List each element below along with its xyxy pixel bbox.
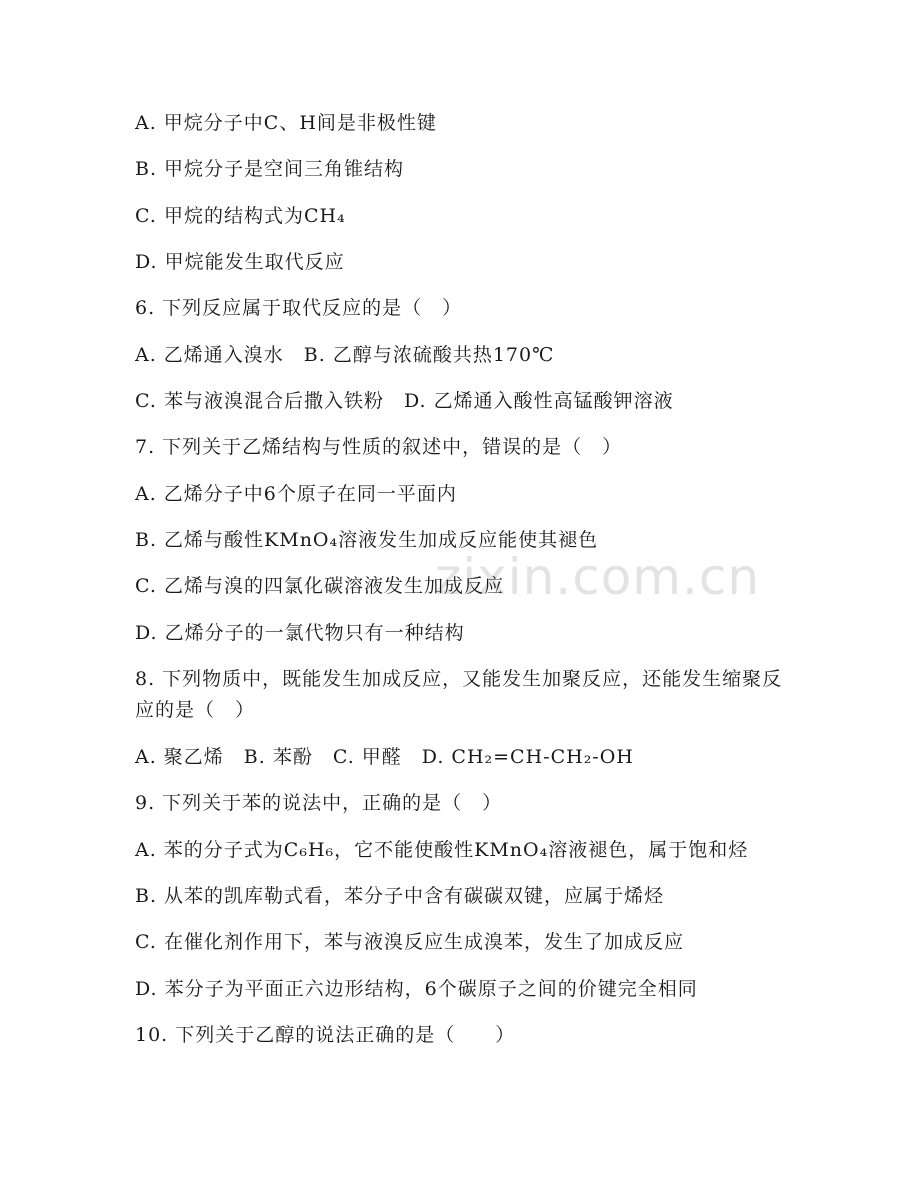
option-7d: D. 乙烯分子的一氯代物只有一种结构 xyxy=(135,622,465,644)
option-9a: A. 苯的分子式为C₆H₆，它不能使酸性KMnO₄溶液褪色，属于饱和烃 xyxy=(135,839,749,861)
option-5c: C. 甲烷的结构式为CH₄ xyxy=(135,205,346,227)
option-9d: D. 苯分子为平面正六边形结构，6个碳原子之间的价键完全相同 xyxy=(135,978,698,1000)
question-10: 10. 下列关于乙醇的说法正确的是（ ） xyxy=(135,1024,516,1046)
question-7: 7. 下列关于乙烯结构与性质的叙述中，错误的是（ ） xyxy=(135,436,623,458)
question-6: 6. 下列反应属于取代反应的是（ ） xyxy=(135,297,463,319)
question-8: 8. 下列物质中，既能发生加成反应，又能发生加聚反应，还能发生缩聚反应的是（ ） xyxy=(135,668,783,721)
question-9: 9. 下列关于苯的说法中，正确的是（ ） xyxy=(135,792,503,814)
option-5a: A. 甲烷分子中C、H间是非极性键 xyxy=(135,112,437,134)
options-8: A. 聚乙烯 B. 苯酚 C. 甲醛 D. CH₂=CH-CH₂-OH xyxy=(135,746,634,768)
option-5d: D. 甲烷能发生取代反应 xyxy=(135,251,345,273)
option-5b: B. 甲烷分子是空间三角锥结构 xyxy=(135,158,405,180)
option-7b: B. 乙烯与酸性KMnO₄溶液发生加成反应能使其褪色 xyxy=(135,529,599,551)
options-6ab: A. 乙烯通入溴水 B. 乙醇与浓硫酸共热170℃ xyxy=(135,344,555,366)
option-7c: C. 乙烯与溴的四氯化碳溶液发生加成反应 xyxy=(135,575,504,597)
option-9b: B. 从苯的凯库勒式看，苯分子中含有碳碳双键，应属于烯烃 xyxy=(135,885,665,907)
watermark: zixin.com.cn xyxy=(435,548,761,606)
option-9c: C. 在催化剂作用下，苯与液溴反应生成溴苯，发生了加成反应 xyxy=(135,931,684,953)
options-6cd: C. 苯与液溴混合后撒入铁粉 D. 乙烯通入酸性高锰酸钾溶液 xyxy=(135,390,674,412)
option-7a: A. 乙烯分子中6个原子在同一平面内 xyxy=(135,483,457,505)
